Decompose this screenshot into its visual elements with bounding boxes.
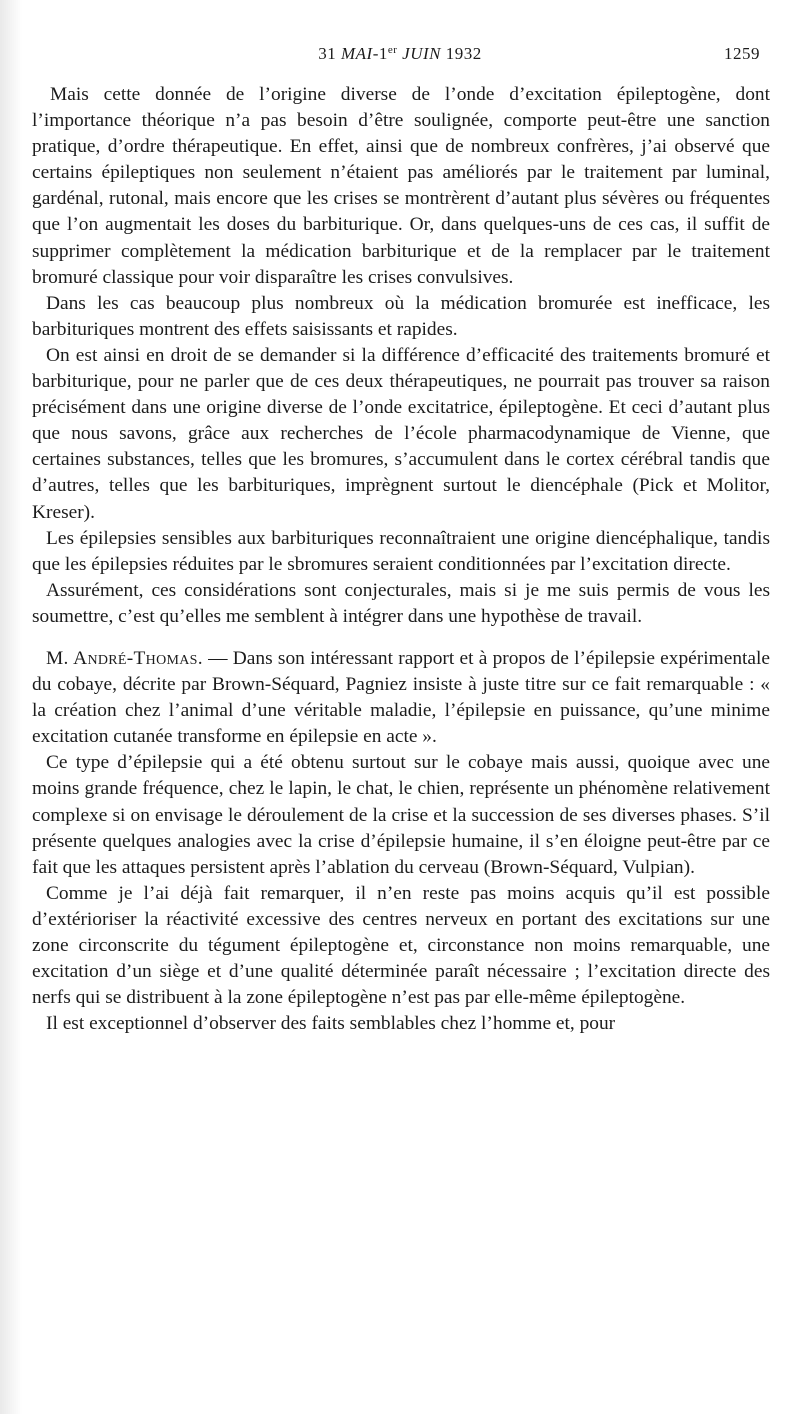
paragraph: On est ainsi en droit de se demander si la différence d’efficacité des traitements bromuré et barbiturique, pour ne parler que de ces deux thérapeutiques, ne pourrait pas trouver sa raison précisément dans une origine diverse de l’onde excitatrice, épileptogène. Et ceci d’autant plus que nous savons, grâce aux recherches de l’école pharmacodynamique de Vienne, que certaines substances, telles que les bromures, s’accumulent dans le cortex cérébral tandis que d’autres, telles que les barbituriques, imprègnent surtout le diencéphale (Pick et Molitor, Kreser). xyxy=(32,344,770,523)
running-header xyxy=(40,44,760,70)
speaker-text: Dans son intéressant rapport et à propos de l’épilepsie expérimentale du cobaye, décrite par Brown-Séquard, Pagniez insiste à juste titre sur ce fait remarquable : « la création chez l’animal d’une véritable maladie, l’épilepsie en puissance, qu’une minime excitation cutanée transforme en épilepsie en acte ». xyxy=(32,647,770,748)
binding-shadow xyxy=(0,0,22,1414)
header-day-end-suffix: er xyxy=(387,44,398,56)
header-year: 1932 xyxy=(445,44,482,63)
running-title xyxy=(40,44,760,64)
paragraph: Assurément, ces considérations sont conjecturales, mais si je me suis permis de vous les soumettre, c’est qu’elles me semblent à intégrer dans une hypothèse de travail. xyxy=(32,579,770,627)
paragraph: Mais cette donnée de l’origine diverse de l’onde d’excitation épileptogène, dont l’importance théorique n’a pas besoin d’être soulignée, comporte peut-être une sanction pratique, d’ordre thérapeutique. En effet, ainsi que de nombreux confrères, j’ai observé que certains épileptiques non seulement n’étaient pas améliorés par le traitement par luminal, gardénal, rutonal, mais encore que les crises se montrèrent d’autant plus sévères ou fréquentes que l’on augmentait les doses du barbiturique. Or, dans quelques-uns de ces cas, il suffit de supprimer complètement la médication barbiturique et de la remplacer par le traitement bromuré classique pour voir disparaître les crises convulsives. xyxy=(32,84,770,288)
paragraph: Il est exceptionnel d’observer des faits semblables chez l’homme et, pour xyxy=(46,1013,616,1035)
header-separator: - xyxy=(372,44,379,63)
paragraph: Les épilepsies sensibles aux barbituriques reconnaîtraient une origine diencéphalique, tandis que les épilepsies réduites par le sbromures seraient conditionnées par l’excitation directe. xyxy=(32,527,770,575)
speaker-dash: — xyxy=(202,647,233,669)
body-text xyxy=(32,82,770,1037)
header-day-end: 1 xyxy=(378,44,388,63)
paragraph: Ce type d’épilepsie qui a été obtenu surtout sur le cobaye mais aussi, quoique avec une moins grande fréquence, chez le lapin, le chat, le chien, représente un phénomène relativement complexe si on envisage le déroulement de la crise et la succession de ses diverses phases. S’il présente quelques analogies avec la crise d’épilepsie humaine, il s’en éloigne peut-être par ce fait que les attaques persistent après l’ablation du cerveau (Brown-Séquard, Vulpian). xyxy=(32,752,770,878)
paragraph: Comme je l’ai déjà fait remarquer, il n’en reste pas moins acquis qu’il est possible d’extérioriser la réactivité excessive des centres nerveux en portant des excitations sur une zone circonscrite du tégument épileptogène et, circonstance non moins remarquable, une excitation d’un siège et d’une qualité déterminée paraît nécessaire ; l’excitation directe des nerfs qui se distribuent à la zone épileptogène n’est pas par elle-même épileptogène. xyxy=(32,882,770,1009)
header-month-start: MAI xyxy=(340,44,373,63)
speaker-paragraph xyxy=(32,646,770,750)
page-number: 1259 xyxy=(724,44,760,63)
header-day-start: 31 xyxy=(318,44,337,63)
header-month-end: JUIN xyxy=(402,44,441,63)
speaker-name: M. André-Thomas. xyxy=(46,647,203,669)
paragraph: Dans les cas beaucoup plus nombreux où la médication bromurée est inefficace, les barbituriques montrent des effets saisissants et rapides. xyxy=(32,292,770,340)
